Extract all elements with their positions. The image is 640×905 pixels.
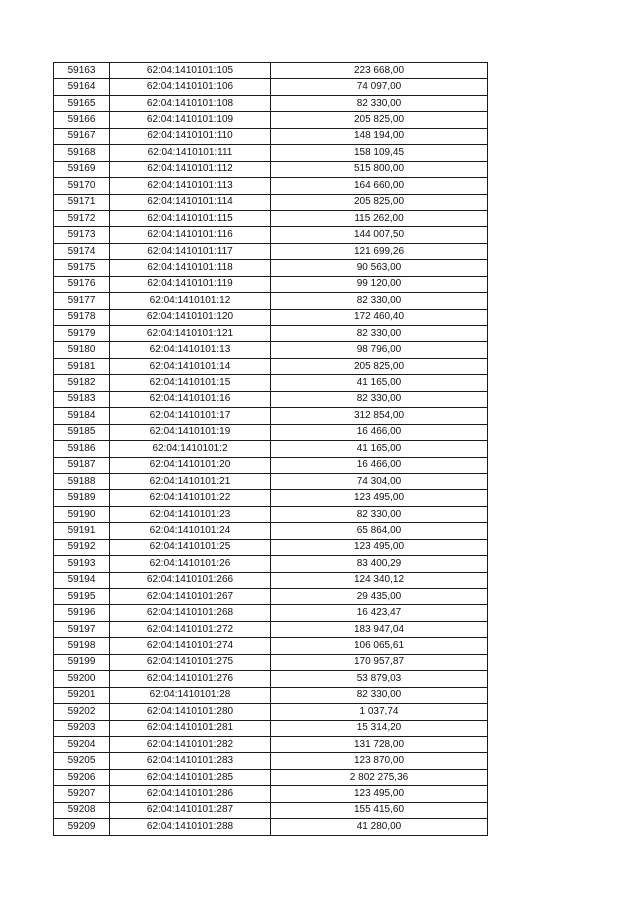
cadastral-number-cell: 62:04:1410101:283 [110, 753, 271, 769]
value-cell: 82 330,00 [271, 293, 488, 309]
cadastral-number-cell: 62:04:1410101:19 [110, 424, 271, 440]
row-number-cell: 59181 [54, 358, 110, 374]
table-row [54, 736, 488, 752]
value-cell: 65 864,00 [271, 523, 488, 539]
table-row [54, 704, 488, 720]
table-row [54, 260, 488, 276]
row-number-cell: 59205 [54, 753, 110, 769]
value-cell: 29 435,00 [271, 589, 488, 605]
cadastral-number-cell: 62:04:1410101:23 [110, 506, 271, 522]
row-number-cell: 59193 [54, 556, 110, 572]
cadastral-number-cell: 62:04:1410101:113 [110, 178, 271, 194]
value-cell: 16 423,47 [271, 605, 488, 621]
value-cell: 90 563,00 [271, 260, 488, 276]
value-cell: 41 280,00 [271, 819, 488, 835]
value-cell: 155 415,60 [271, 802, 488, 818]
row-number-cell: 59202 [54, 704, 110, 720]
cadastral-number-cell: 62:04:1410101:115 [110, 210, 271, 226]
row-number-cell: 59165 [54, 95, 110, 111]
value-cell: 74 304,00 [271, 473, 488, 489]
value-cell: 123 495,00 [271, 490, 488, 506]
cadastral-number-cell: 62:04:1410101:266 [110, 572, 271, 588]
row-number-cell: 59177 [54, 293, 110, 309]
value-cell: 82 330,00 [271, 687, 488, 703]
row-number-cell: 59175 [54, 260, 110, 276]
cadastral-number-cell: 62:04:1410101:288 [110, 819, 271, 835]
table-row [54, 819, 488, 835]
table-row [54, 523, 488, 539]
row-number-cell: 59189 [54, 490, 110, 506]
row-number-cell: 59206 [54, 769, 110, 785]
value-cell: 82 330,00 [271, 391, 488, 407]
table-row [54, 227, 488, 243]
cadastral-number-cell: 62:04:1410101:26 [110, 556, 271, 572]
value-cell: 131 728,00 [271, 736, 488, 752]
value-cell: 170 957,87 [271, 654, 488, 670]
value-cell: 98 796,00 [271, 342, 488, 358]
table-row [54, 243, 488, 259]
row-number-cell: 59171 [54, 194, 110, 210]
row-number-cell: 59180 [54, 342, 110, 358]
table-row [54, 293, 488, 309]
row-number-cell: 59166 [54, 112, 110, 128]
row-number-cell: 59198 [54, 638, 110, 654]
row-number-cell: 59182 [54, 375, 110, 391]
value-cell: 312 854,00 [271, 408, 488, 424]
table-row [54, 589, 488, 605]
cadastral-number-cell: 62:04:1410101:274 [110, 638, 271, 654]
table-row [54, 79, 488, 95]
table-row [54, 802, 488, 818]
value-cell: 148 194,00 [271, 128, 488, 144]
table-row [54, 326, 488, 342]
cadastral-number-cell: 62:04:1410101:267 [110, 589, 271, 605]
row-number-cell: 59195 [54, 589, 110, 605]
value-cell: 74 097,00 [271, 79, 488, 95]
value-cell: 16 466,00 [271, 424, 488, 440]
table-row [54, 161, 488, 177]
table-body [54, 63, 488, 836]
row-number-cell: 59178 [54, 309, 110, 325]
table-row [54, 753, 488, 769]
row-number-cell: 59209 [54, 819, 110, 835]
row-number-cell: 59173 [54, 227, 110, 243]
value-cell: 205 825,00 [271, 358, 488, 374]
table-row [54, 654, 488, 670]
value-cell: 144 007,50 [271, 227, 488, 243]
row-number-cell: 59200 [54, 671, 110, 687]
table-row [54, 194, 488, 210]
cadastral-number-cell: 62:04:1410101:20 [110, 457, 271, 473]
table-row [54, 506, 488, 522]
cadastral-number-cell: 62:04:1410101:109 [110, 112, 271, 128]
cadastral-number-cell: 62:04:1410101:118 [110, 260, 271, 276]
table-row [54, 687, 488, 703]
table-row [54, 128, 488, 144]
row-number-cell: 59179 [54, 326, 110, 342]
value-cell: 41 165,00 [271, 441, 488, 457]
value-cell: 82 330,00 [271, 506, 488, 522]
row-number-cell: 59201 [54, 687, 110, 703]
cadastral-number-cell: 62:04:1410101:16 [110, 391, 271, 407]
cadastral-number-cell: 62:04:1410101:268 [110, 605, 271, 621]
cadastral-number-cell: 62:04:1410101:17 [110, 408, 271, 424]
value-cell: 124 340,12 [271, 572, 488, 588]
row-number-cell: 59187 [54, 457, 110, 473]
cadastral-number-cell: 62:04:1410101:25 [110, 539, 271, 555]
table-row [54, 276, 488, 292]
value-cell: 164 660,00 [271, 178, 488, 194]
table-row [54, 539, 488, 555]
cadastral-number-cell: 62:04:1410101:21 [110, 473, 271, 489]
cadastral-number-cell: 62:04:1410101:116 [110, 227, 271, 243]
value-cell: 183 947,04 [271, 621, 488, 637]
row-number-cell: 59191 [54, 523, 110, 539]
cadastral-value-table [53, 62, 488, 836]
cadastral-number-cell: 62:04:1410101:110 [110, 128, 271, 144]
value-cell: 515 800,00 [271, 161, 488, 177]
value-cell: 53 879,03 [271, 671, 488, 687]
cadastral-number-cell: 62:04:1410101:12 [110, 293, 271, 309]
table-row [54, 63, 488, 79]
cadastral-number-cell: 62:04:1410101:282 [110, 736, 271, 752]
cadastral-number-cell: 62:04:1410101:120 [110, 309, 271, 325]
value-cell: 82 330,00 [271, 95, 488, 111]
table-row [54, 638, 488, 654]
table-row [54, 671, 488, 687]
table-row [54, 490, 488, 506]
value-cell: 205 825,00 [271, 194, 488, 210]
table-row [54, 178, 488, 194]
table-row [54, 342, 488, 358]
cadastral-number-cell: 62:04:1410101:276 [110, 671, 271, 687]
value-cell: 41 165,00 [271, 375, 488, 391]
value-cell: 82 330,00 [271, 326, 488, 342]
cadastral-number-cell: 62:04:1410101:105 [110, 63, 271, 79]
value-cell: 1 037,74 [271, 704, 488, 720]
table-row [54, 720, 488, 736]
row-number-cell: 59188 [54, 473, 110, 489]
cadastral-number-cell: 62:04:1410101:280 [110, 704, 271, 720]
cadastral-number-cell: 62:04:1410101:275 [110, 654, 271, 670]
cadastral-number-cell: 62:04:1410101:112 [110, 161, 271, 177]
cadastral-number-cell: 62:04:1410101:22 [110, 490, 271, 506]
cadastral-number-cell: 62:04:1410101:24 [110, 523, 271, 539]
row-number-cell: 59197 [54, 621, 110, 637]
cadastral-number-cell: 62:04:1410101:28 [110, 687, 271, 703]
cadastral-number-cell: 62:04:1410101:114 [110, 194, 271, 210]
value-cell: 121 699,26 [271, 243, 488, 259]
value-cell: 15 314,20 [271, 720, 488, 736]
cadastral-number-cell: 62:04:1410101:2 [110, 441, 271, 457]
table-row [54, 145, 488, 161]
cadastral-number-cell: 62:04:1410101:13 [110, 342, 271, 358]
row-number-cell: 59163 [54, 63, 110, 79]
row-number-cell: 59183 [54, 391, 110, 407]
table-row [54, 210, 488, 226]
row-number-cell: 59169 [54, 161, 110, 177]
value-cell: 123 495,00 [271, 786, 488, 802]
cadastral-number-cell: 62:04:1410101:117 [110, 243, 271, 259]
value-cell: 223 668,00 [271, 63, 488, 79]
row-number-cell: 59170 [54, 178, 110, 194]
cadastral-number-cell: 62:04:1410101:286 [110, 786, 271, 802]
table-row [54, 786, 488, 802]
cadastral-number-cell: 62:04:1410101:272 [110, 621, 271, 637]
row-number-cell: 59203 [54, 720, 110, 736]
cadastral-number-cell: 62:04:1410101:106 [110, 79, 271, 95]
cadastral-number-cell: 62:04:1410101:108 [110, 95, 271, 111]
table-row [54, 391, 488, 407]
table-row [54, 473, 488, 489]
cadastral-number-cell: 62:04:1410101:119 [110, 276, 271, 292]
value-cell: 106 065,61 [271, 638, 488, 654]
row-number-cell: 59207 [54, 786, 110, 802]
row-number-cell: 59208 [54, 802, 110, 818]
value-cell: 123 495,00 [271, 539, 488, 555]
table-row [54, 95, 488, 111]
value-cell: 172 460,40 [271, 309, 488, 325]
value-cell: 99 120,00 [271, 276, 488, 292]
row-number-cell: 59172 [54, 210, 110, 226]
row-number-cell: 59184 [54, 408, 110, 424]
value-cell: 16 466,00 [271, 457, 488, 473]
row-number-cell: 59192 [54, 539, 110, 555]
row-number-cell: 59199 [54, 654, 110, 670]
row-number-cell: 59167 [54, 128, 110, 144]
cadastral-number-cell: 62:04:1410101:281 [110, 720, 271, 736]
cadastral-number-cell: 62:04:1410101:15 [110, 375, 271, 391]
table-row [54, 424, 488, 440]
row-number-cell: 59174 [54, 243, 110, 259]
cadastral-number-cell: 62:04:1410101:287 [110, 802, 271, 818]
table-row [54, 112, 488, 128]
table-row [54, 441, 488, 457]
table-row [54, 556, 488, 572]
value-cell: 123 870,00 [271, 753, 488, 769]
row-number-cell: 59190 [54, 506, 110, 522]
table-row [54, 572, 488, 588]
cadastral-number-cell: 62:04:1410101:121 [110, 326, 271, 342]
table-row [54, 605, 488, 621]
row-number-cell: 59164 [54, 79, 110, 95]
table-row [54, 457, 488, 473]
row-number-cell: 59168 [54, 145, 110, 161]
row-number-cell: 59186 [54, 441, 110, 457]
table-row [54, 358, 488, 374]
table-row [54, 408, 488, 424]
value-cell: 115 262,00 [271, 210, 488, 226]
row-number-cell: 59204 [54, 736, 110, 752]
value-cell: 205 825,00 [271, 112, 488, 128]
table-row [54, 769, 488, 785]
table-row [54, 375, 488, 391]
table-row [54, 309, 488, 325]
table-row [54, 621, 488, 637]
cadastral-number-cell: 62:04:1410101:14 [110, 358, 271, 374]
row-number-cell: 59196 [54, 605, 110, 621]
value-cell: 2 802 275,36 [271, 769, 488, 785]
row-number-cell: 59185 [54, 424, 110, 440]
cadastral-number-cell: 62:04:1410101:285 [110, 769, 271, 785]
value-cell: 158 109,45 [271, 145, 488, 161]
value-cell: 83 400,29 [271, 556, 488, 572]
row-number-cell: 59176 [54, 276, 110, 292]
row-number-cell: 59194 [54, 572, 110, 588]
cadastral-number-cell: 62:04:1410101:111 [110, 145, 271, 161]
